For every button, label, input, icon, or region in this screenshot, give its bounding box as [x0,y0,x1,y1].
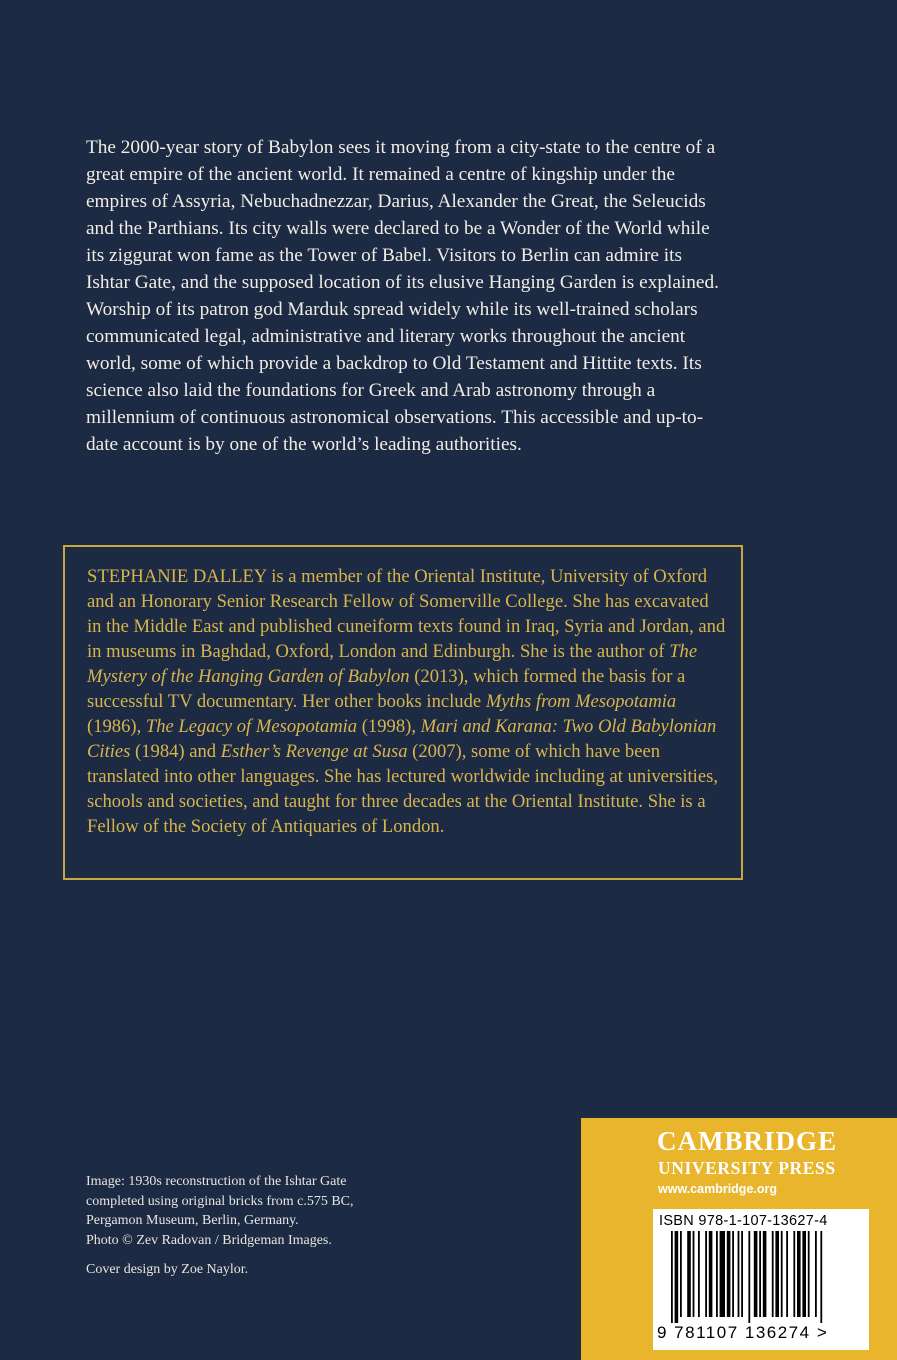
credit-line: Image: 1930s reconstruction of the Ishtar Gate [86,1174,347,1189]
barcode-bar [732,1231,734,1317]
barcode-bar [693,1231,695,1317]
bio-text: (2013), which formed the basis for a successful TV documentary. Her other books include [87,666,686,712]
barcode-bar [808,1231,810,1317]
publisher-logo-name: CAMBRIDGE [657,1126,838,1156]
barcode-bar [815,1231,817,1317]
author-bio [87,564,727,839]
barcode-bar [720,1231,725,1317]
barcode-bar [687,1231,691,1317]
barcode-bar [675,1231,679,1323]
bio-text: STEPHANIE DALLEY is a member of the Oriental Institute, University of Oxford and an Honorary Senior Research Fellow of Somerville College. She has excavated in the Middle East and published cuneiform texts found in Iraq, Syria and Jordan, and in museums in Baghdad, Oxford, London and Edinburgh. She is the author of [87,566,726,662]
credit-line: Pergamon Museum, Berlin, Germany. [86,1213,299,1228]
bio-text: (1986), [87,716,146,737]
barcode-bar [716,1231,718,1317]
barcode-bar [759,1231,761,1317]
barcode-bar [781,1231,783,1317]
barcode-bar [698,1231,700,1317]
credit-line: Photo © Zev Radovan / Bridgeman Images. [86,1232,332,1248]
barcode-bar [775,1231,779,1317]
book-title: The Mystery of the Hanging Garden of Babylon [87,641,698,687]
cover-design-credit: Cover design by Zoe Naylor. [86,1262,249,1277]
author-bio-box [63,545,743,880]
publisher-url[interactable]: www.cambridge.org [658,1182,778,1196]
barcode-bar [754,1231,758,1317]
barcode-bar [763,1231,767,1317]
barcode-bar [748,1231,750,1323]
barcode-icon [653,1231,869,1323]
barcode-bar [727,1231,731,1317]
barcode-bar [786,1231,788,1317]
barcode-bar [802,1231,806,1317]
barcode-bar [820,1231,822,1323]
barcode-bar [680,1231,682,1317]
barcode-box [653,1209,869,1350]
barcode-bar [671,1231,673,1323]
description-blurb: The 2000-year story of Babylon sees it moving from a city-state to the centre of a great empire of the ancient world. It remained a centre of kingship under the empires of Assyria, Nebuchadnezzar, Darius, Alexander the Great, the Seleucids and the Parthians. Its city walls were declared to be a Wonder of the World while its ziggurat won fame as the Tower of Babel. Visitors to Berlin can admire its Ishtar Gate, and the supposed location of its elusive Hanging Garden is explained. Worship of its patron god Marduk spread widely while its well-trained scholars communicated legal, administrative and literary works throughout the ancient world, some of which provide a backdrop to Old Testament and Hittite texts. Its science also laid the foundations for Greek and Arab astronomy through a millennium of continuous astronomical observations. This accessible and up-to-date account is by one of the world’s leading authorities. [86,137,719,455]
publisher-panel [581,1118,897,1360]
image-credits [86,1172,506,1280]
credit-line: completed using original bricks from c.575 BC, [86,1193,354,1209]
book-title: Myths from Mesopotamia [485,691,677,712]
book-title: Mari and Karana: Two Old Babylonian Cities [87,716,717,762]
bio-text: (1984) and [130,741,221,762]
barcode-bar [709,1231,713,1317]
publisher-logo-subname: UNIVERSITY PRESS [658,1158,836,1178]
barcode-bar [741,1231,743,1317]
book-title: The Legacy of Mesopotamia [145,716,358,737]
book-title: Esther’s Revenge at Susa [220,741,408,762]
barcode-digits: 9 781107 136274 > [657,1323,829,1342]
barcode-bar [793,1231,795,1317]
barcode-bar [772,1231,774,1317]
bio-text: (2007), some of which have been translated into other languages. She has lectured worldwide including at universities, schools and societies, and taught for three decades at the Oriental Institute. She is a Fellow of the Society of Antiquaries of London. [87,741,718,837]
barcode-bar [738,1231,740,1317]
barcode-bar [705,1231,707,1317]
isbn-label: ISBN 978-1-107-13627-4 [659,1213,828,1229]
bio-text: (1998), [357,716,421,737]
barcode-bar [797,1231,801,1317]
